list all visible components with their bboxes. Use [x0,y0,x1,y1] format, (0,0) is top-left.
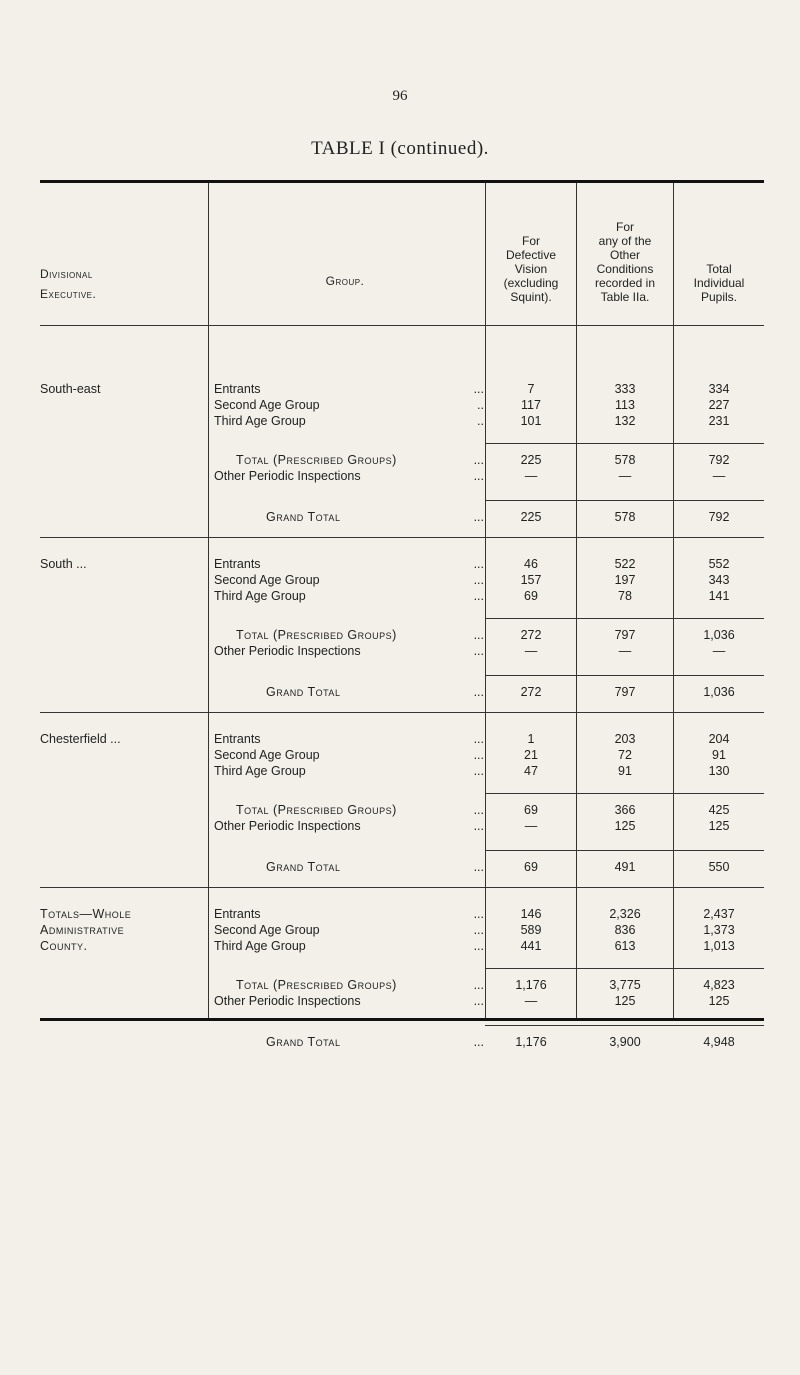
cell-other: 836 [614,923,636,937]
subtotal-rule [485,618,764,619]
group-label: Other Periodic Inspections ... [214,994,484,1008]
header-group: Group. [325,274,365,288]
leader-dots: ... [473,510,484,524]
cell-total: 792 [708,453,730,467]
cell-defective: 225 [520,510,542,524]
table-top-rule [40,180,764,183]
leader-dots: ... [473,978,484,992]
subtotal-rule [485,443,764,444]
group-label: Entrants ... [214,557,484,571]
cell-other: 125 [614,994,636,1008]
subtotal-rule [485,500,764,501]
cell-total: 125 [708,819,730,833]
header-total-pupils: Total Individual Pupils. [693,262,745,304]
cell-defective: 146 [520,907,542,921]
cell-other: 203 [614,732,636,746]
page-number: 96 [392,88,408,104]
leader-dots: ... [473,685,484,699]
cell-defective: 117 [521,398,541,412]
cell-defective: 272 [520,685,542,699]
cell-defective: 441 [520,939,542,953]
group-label: Other Periodic Inspections ... [214,644,484,658]
leader-dots: ... [473,939,484,953]
cell-total: 204 [708,732,730,746]
group-label: Entrants ... [214,382,484,396]
cell-defective: 589 [520,923,542,937]
leader-dots: ... [473,589,484,603]
cell-other: 132 [614,414,636,428]
group-label: Third Age Group ... [214,939,484,953]
cell-defective: — [524,644,538,658]
group-label: Grand Total ... [266,510,484,524]
leader-dots: ... [473,469,484,483]
cell-other: 197 [614,573,636,587]
cell-defective: 272 [520,628,542,642]
cell-defective: — [524,469,538,483]
group-label: Third Age Group ... [214,589,484,603]
leader-dots: ... [473,907,484,921]
cell-total: 4,823 [703,978,735,992]
cell-other: 3,900 [609,1035,641,1049]
cell-other: 522 [614,557,636,571]
cell-total: 91 [712,748,726,762]
cell-other: 578 [614,453,636,467]
cell-total: 425 [708,803,730,817]
division-label: Totals—Whole [40,907,132,921]
cell-defective: 47 [524,764,538,778]
cell-defective: 101 [520,414,542,428]
cell-total: 1,036 [703,685,735,699]
group-label: Grand Total ... [266,860,484,874]
cell-total: 125 [708,994,730,1008]
cell-defective: 157 [520,573,542,587]
group-label: Total (Prescribed Groups) ... [236,978,484,992]
leader-dots: .. [477,414,484,428]
cell-other: 113 [615,398,635,412]
cell-total: 2,437 [703,907,735,921]
header-divisional: Divisional Executive. [40,267,97,301]
group-label: Total (Prescribed Groups) ... [236,803,484,817]
cell-other: 2,326 [609,907,641,921]
table-title: TABLE I (continued). [311,138,489,159]
group-label: Third Age Group .. [214,414,484,428]
cell-other: 797 [614,628,636,642]
cell-total: 130 [708,764,730,778]
cell-total: 1,013 [703,939,735,953]
cell-defective: 225 [520,453,542,467]
cell-defective: — [524,994,538,1008]
leader-dots: ... [473,628,484,642]
cell-total: — [712,469,726,483]
leader-dots: ... [473,573,484,587]
subtotal-rule [485,968,764,969]
cell-total: 550 [708,860,730,874]
cell-other: 613 [614,939,636,953]
leader-dots: ... [473,557,484,571]
cell-other: 797 [614,685,636,699]
cell-other: 333 [614,382,636,396]
cell-other: 72 [618,748,632,762]
leader-dots: ... [473,748,484,762]
leader-dots: ... [473,1035,484,1049]
column-rule-1 [208,183,209,1018]
header-other-conditions: For any of the Other Conditions recorded in Table IIa. [594,220,656,304]
cell-other: — [618,469,632,483]
cell-total: 231 [708,414,730,428]
cell-defective: 1,176 [515,978,547,992]
cell-defective: — [524,819,538,833]
division-label: Administrative [40,923,125,937]
group-label: Other Periodic Inspections ... [214,469,484,483]
cell-defective: 69 [524,860,538,874]
cell-defective: 21 [524,748,538,762]
leader-dots: ... [473,803,484,817]
cell-defective: 7 [527,382,535,396]
division-label: South ... [40,557,87,571]
group-label: Second Age Group ... [214,748,484,762]
cell-other: 491 [614,860,636,874]
cell-other: 91 [618,764,632,778]
section-rule [40,537,764,538]
group-label: Second Age Group ... [214,573,484,587]
cell-other: 366 [614,803,636,817]
leader-dots: .. [477,398,484,412]
group-label: Total (Prescribed Groups) ... [236,628,484,642]
subtotal-rule [485,675,764,676]
group-label: Grand Total ... [266,685,484,699]
header-defective-vision: For Defective Vision (excluding Squint). [503,234,559,304]
cell-total: 1,373 [703,923,735,937]
leader-dots: ... [473,382,484,396]
cell-other: — [618,644,632,658]
group-label: Other Periodic Inspections ... [214,819,484,833]
section-rule [40,887,764,888]
cell-defective: 1 [527,732,535,746]
cell-other: 578 [614,510,636,524]
group-label: Total (Prescribed Groups) ... [236,453,484,467]
cell-total: 792 [708,510,730,524]
leader-dots: ... [473,994,484,1008]
cell-defective: 69 [524,589,538,603]
cell-other: 78 [618,589,632,603]
group-label: Grand Total ... [266,1035,484,1049]
leader-dots: ... [473,644,484,658]
leader-dots: ... [473,453,484,467]
division-label: Chesterfield ... [40,732,121,746]
cell-other: 3,775 [609,978,641,992]
leader-dots: ... [473,732,484,746]
group-label: Second Age Group .. [214,398,484,412]
cell-defective: 1,176 [515,1035,547,1049]
group-label: Entrants ... [214,907,484,921]
subtotal-rule [485,1025,764,1026]
leader-dots: ... [473,860,484,874]
section-rule [40,712,764,713]
cell-total: 1,036 [703,628,735,642]
cell-other: 125 [614,819,636,833]
division-label: County. [40,939,88,953]
subtotal-rule [485,793,764,794]
division-label: South-east [40,382,101,396]
cell-total: 4,948 [703,1035,735,1049]
cell-total: 343 [708,573,730,587]
leader-dots: ... [473,923,484,937]
group-label: Third Age Group ... [214,764,484,778]
cell-total: 334 [708,382,730,396]
cell-total: 552 [708,557,730,571]
leader-dots: ... [473,819,484,833]
header-rule [40,325,764,326]
leader-dots: ... [473,764,484,778]
cell-defective: 69 [524,803,538,817]
cell-total: 227 [708,398,730,412]
table-bottom-rule [40,1018,764,1021]
group-label: Second Age Group ... [214,923,484,937]
group-label: Entrants ... [214,732,484,746]
cell-defective: 46 [524,557,538,571]
subtotal-rule [485,850,764,851]
cell-total: 141 [708,589,730,603]
cell-total: — [712,644,726,658]
